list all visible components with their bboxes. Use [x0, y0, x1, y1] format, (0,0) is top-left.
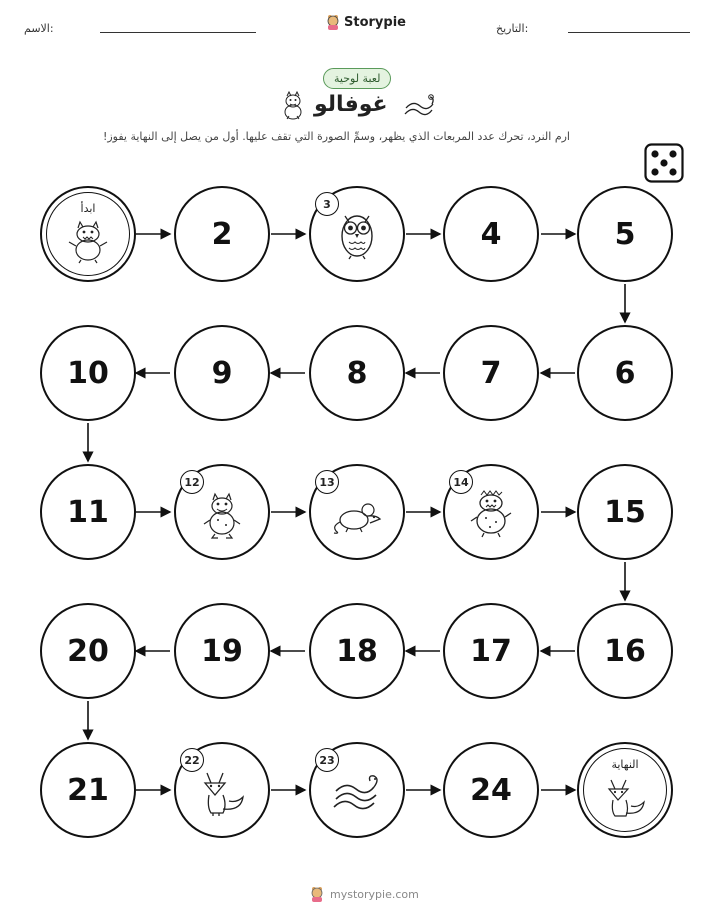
footer-site-link[interactable]: mystorypie.com: [330, 887, 419, 901]
snake-icon: [330, 771, 384, 815]
square-number: 6: [614, 355, 636, 391]
square-number: 16: [604, 633, 646, 669]
square-number: 2: [211, 216, 233, 252]
square-23[interactable]: [309, 742, 405, 838]
square-13[interactable]: [309, 464, 405, 560]
fox-icon: [197, 769, 247, 817]
square-number-badge: 3: [315, 192, 339, 216]
start-label: ابدأ: [80, 202, 96, 215]
square-2[interactable]: [174, 186, 270, 282]
instructions: ارم النرد، تحرك عدد المربعات الذي يظهر، وسمِّ الصورة التي تقف عليها. أول من يصل إلى النهاية يفوز!: [102, 130, 570, 143]
mouse-icon: [330, 498, 384, 534]
square-19[interactable]: [174, 603, 270, 699]
gruffalo-icon: [66, 218, 110, 264]
storypie-mascot-icon: [310, 886, 324, 902]
square-17[interactable]: [443, 603, 539, 699]
square-6[interactable]: [577, 325, 673, 421]
square-end[interactable]: [577, 742, 673, 838]
square-number-badge: 14: [449, 470, 473, 494]
page-title: غوفالو: [314, 92, 388, 117]
square-20[interactable]: [40, 603, 136, 699]
square-11[interactable]: [40, 464, 136, 560]
square-number: 10: [67, 355, 109, 391]
square-9[interactable]: [174, 325, 270, 421]
square-10[interactable]: [40, 325, 136, 421]
gruffalo-icon: [200, 490, 244, 540]
end-label: النهاية: [611, 758, 639, 771]
square-5[interactable]: [577, 186, 673, 282]
square-number: 9: [211, 355, 233, 391]
square-number-badge: 12: [180, 470, 204, 494]
square-15[interactable]: [577, 464, 673, 560]
square-number: 4: [480, 216, 502, 252]
square-12[interactable]: [174, 464, 270, 560]
square-number: 11: [67, 494, 109, 530]
square-number: 7: [480, 355, 502, 391]
square-number-badge: 22: [180, 748, 204, 772]
name-label: الاسم:: [24, 22, 54, 35]
square-4[interactable]: [443, 186, 539, 282]
fox-icon: [602, 778, 648, 820]
square-number-badge: 23: [315, 748, 339, 772]
square-8[interactable]: [309, 325, 405, 421]
square-start[interactable]: [40, 186, 136, 282]
square-number: 18: [336, 633, 378, 669]
square-22[interactable]: [174, 742, 270, 838]
square-number: 21: [67, 772, 109, 808]
square-number: 15: [604, 494, 646, 530]
brand-name: Storypie: [344, 14, 406, 30]
game-type-badge: لعبة لوحية: [323, 68, 391, 89]
date-label: التاريخ:: [496, 22, 529, 35]
square-number: 24: [470, 772, 512, 808]
square-14[interactable]: [443, 464, 539, 560]
square-number-badge: 13: [315, 470, 339, 494]
square-number: 5: [614, 216, 636, 252]
square-18[interactable]: [309, 603, 405, 699]
square-3[interactable]: [309, 186, 405, 282]
square-24[interactable]: [443, 742, 539, 838]
owl-icon: [335, 208, 379, 260]
footer: [310, 886, 419, 902]
square-16[interactable]: [577, 603, 673, 699]
square-number: 17: [470, 633, 512, 669]
gruffalo-child-icon: [468, 489, 514, 539]
square-21[interactable]: [40, 742, 136, 838]
square-number: 20: [67, 633, 109, 669]
square-number: 19: [201, 633, 243, 669]
square-7[interactable]: [443, 325, 539, 421]
square-number: 8: [346, 355, 368, 391]
